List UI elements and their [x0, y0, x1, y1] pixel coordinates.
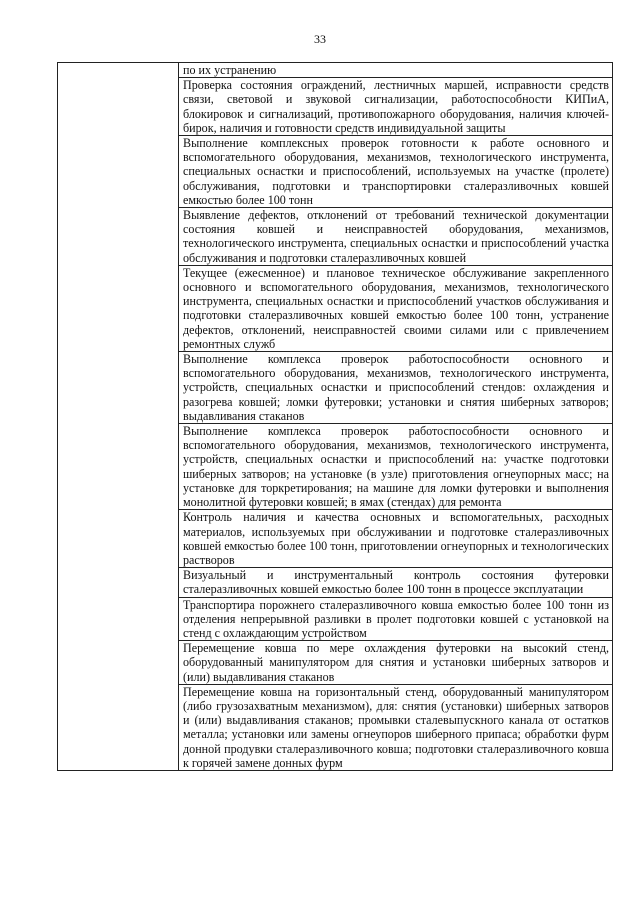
labor-functions-table [57, 62, 613, 771]
table-cell-text: Выполнение комплекса проверок работоспособности основного и вспомогательного оборудования, механизмов, технологического инструмента, устройств, специальных оснастки и приспособлений на: участке подготовки шиберных затворов; на установке (в узле) приготовления огнеупорных масс; на установке для торкретирования; на машине для ломки футеровки и выполнения монолитной футеровки ковшей; в ямах (стендах) для ремонта [179, 424, 613, 510]
table-cell-text: Контроль наличия и качества основных и вспомогательных, расходных материалов, используемых при обслуживании и подготовке сталеразливочных ковшей емкостью более 100 тонн, приготовлении огнеупорных и технологических растворов [179, 510, 613, 568]
table-cell-text: Текущее (ежесменное) и плановое техническое обслуживание закрепленного основного и вспомогательного оборудования, механизмов, технологического инструмента, специальных оснастки и приспособлений участков обслуживания и подготовки сталеразливочных ковшей емкостью более 100 тонн, устранение дефектов, отклонений, неисправностей своими силами или с привлечением ремонтных служб [179, 265, 613, 351]
page-number: 33 [314, 32, 326, 46]
table-cell-text: Выполнение комплекса проверок работоспособности основного и вспомогательного оборудования, механизмов, технологического инструмента, устройств, специальных оснастки и приспособлений стендов: охлаждения и разогрева ковшей; ломки футеровки; установки и снятия шиберных затворов; выдавливания стаканов [179, 352, 613, 424]
table-cell-text: Транспортира порожнего сталеразливочного ковша емкостью более 100 тонн из отделения непрерывной разливки в пролет подготовки ковшей с установкой на стенд с охлаждающим устройством [179, 597, 613, 641]
table-cell-text: Визуальный и инструментальный контроль состояния футеровки сталеразливочных ковшей емкостью более 100 тонн в процессе эксплуатации [179, 568, 613, 597]
table-cell-text: по их устранению [179, 63, 613, 78]
table-cell-text: Перемещение ковша по мере охлаждения футеровки на высокий стенд, оборудованный манипулятором для снятия и установки шиберных затворов и (или) выдавливания стаканов [179, 641, 613, 685]
empty-label-cell [58, 63, 179, 771]
table-cell-text: Выявление дефектов, отклонений от требований технической документации состояния ковшей и неисправностей оборудования, механизмов, технологического инструмента, специальных оснастки и приспособлений участка обслуживания и подготовки сталеразливочных ковшей [179, 208, 613, 266]
table-row [58, 63, 613, 78]
table-cell-text: Перемещение ковша на горизонтальный стенд, оборудованный манипулятором (либо грузозахватным механизмом), для: снятия (установки) шиберных затворов и (или) выдавливания стаканов; промывки сталевыпускного канала от остатков металла; установки или замены огнеупоров шиберного припаса; обработки фурм донной продувки сталеразливочного ковша; подготовки сталеразливочного ковша к горячей замене донных фурм [179, 684, 613, 770]
table-cell-text: Проверка состояния ограждений, лестничных маршей, исправности средств связи, световой и звуковой сигнализации, работоспособности КИПиА, блокировок и сигнализаций, противопожарного оборудования, наличия ключей-бирок, наличия и готовности средств индивидуальной защиты [179, 78, 613, 136]
table-cell-text: Выполнение комплексных проверок готовности к работе основного и вспомогательного оборудования, механизмов, технологического инструмента, специальных оснастки и приспособлений, используемых на участке (пролете) обслуживания, подготовки и транспортировки сталеразливочных ковшей емкостью более 100 тонн [179, 136, 613, 208]
